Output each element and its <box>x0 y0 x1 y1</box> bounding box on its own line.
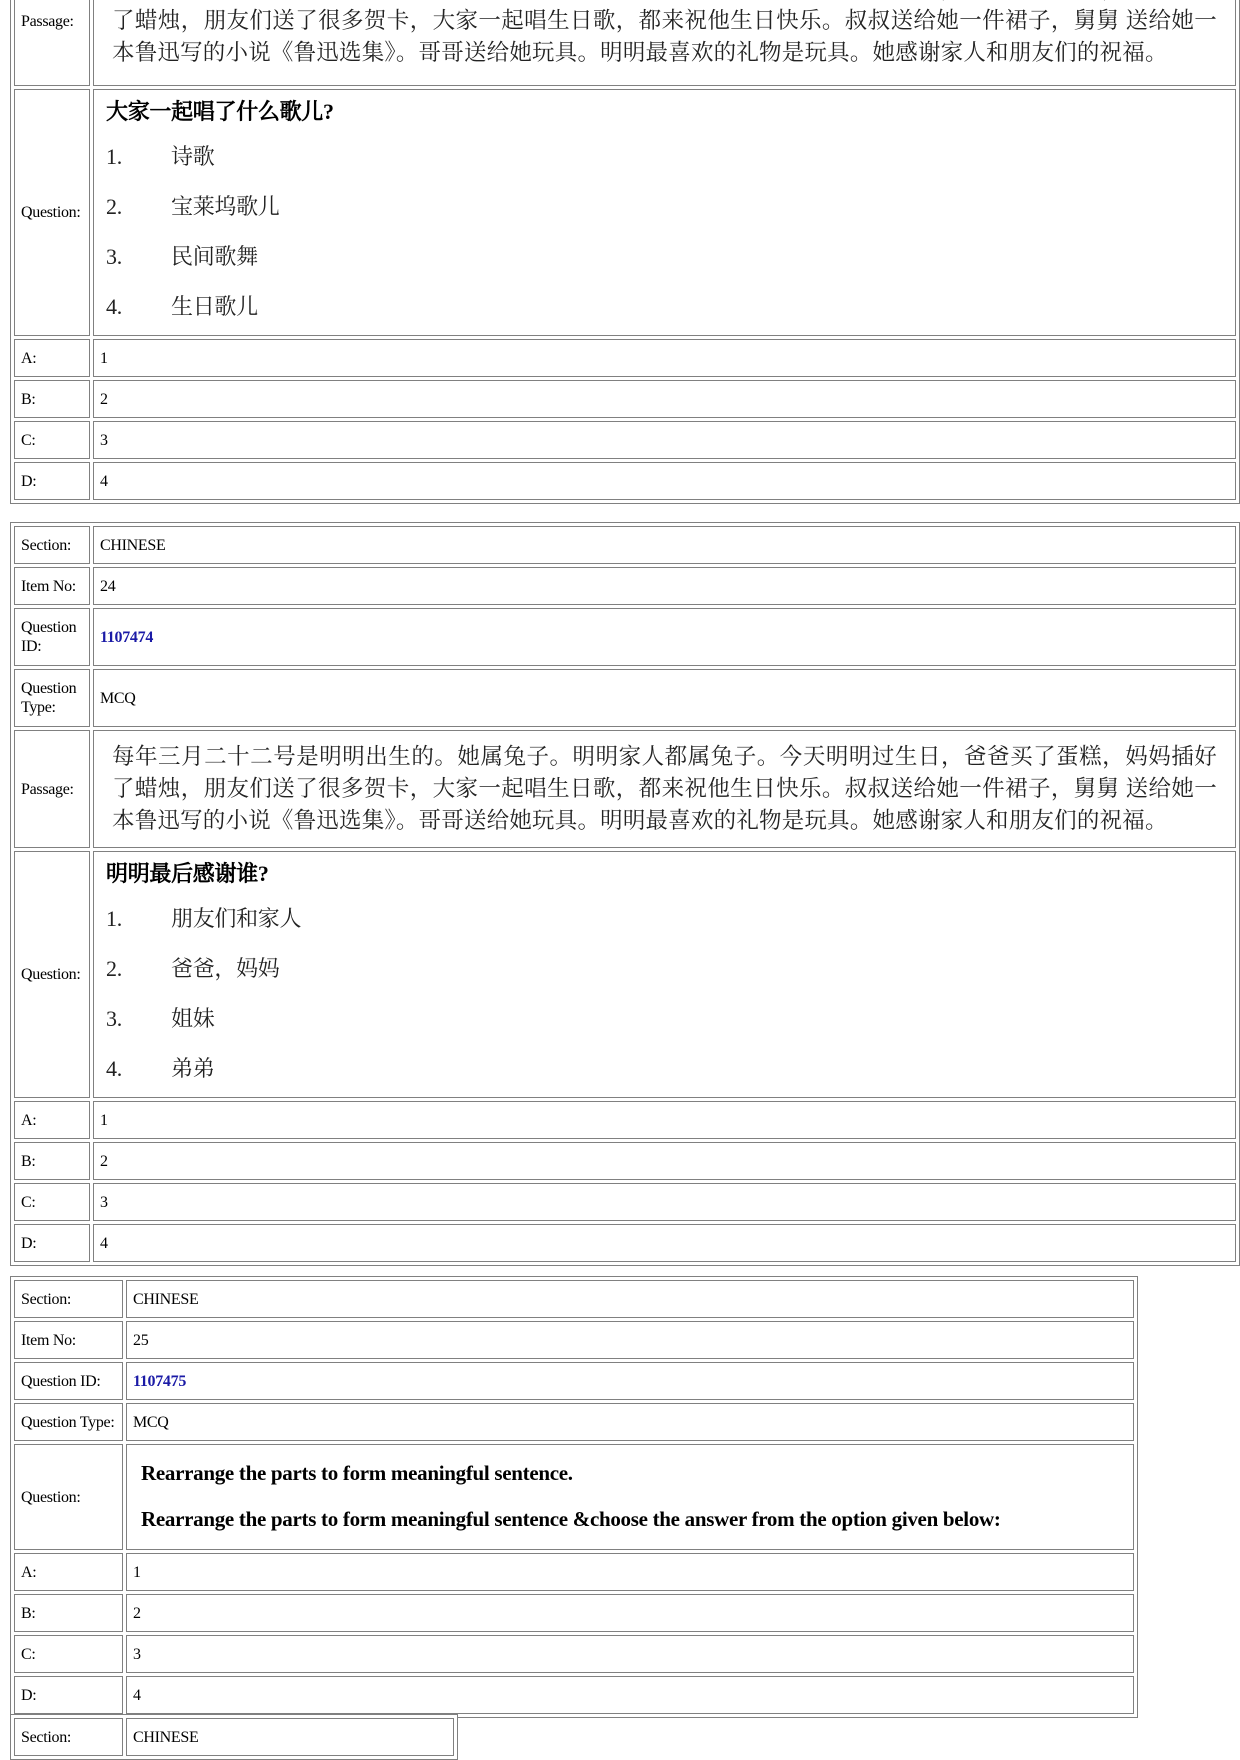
question-type-value: MCQ <box>126 1403 1134 1441</box>
question-label: Question: <box>14 89 90 336</box>
passage-row <box>14 730 1236 848</box>
question-text <box>133 1449 1127 1545</box>
passage-row <box>14 0 1236 86</box>
question-row <box>14 89 1236 336</box>
section-value: CHINESE <box>126 1280 1134 1318</box>
question-label: Question: <box>14 851 90 1098</box>
question-row <box>14 851 1236 1098</box>
option-4 <box>100 1043 1229 1093</box>
option-text: 弟弟 <box>171 1055 215 1081</box>
question-id-label: Question ID: <box>14 1362 123 1400</box>
option-text: 生日歌儿 <box>171 293 258 319</box>
question-block-24 <box>10 522 1240 1266</box>
answer-value-a: 1 <box>93 1101 1236 1139</box>
answer-label-a: A: <box>14 1101 90 1139</box>
passage-text: 了蜡烛，朋友们送了很多贺卡，大家一起唱生日歌，都来祝他生日快乐。叔叔送给她一件裙子，舅舅 送给她一本鲁迅写的小说《鲁迅选集》。哥哥送给她玩具。明明最喜欢的礼物是玩具。她感谢家人和朋友们的祝福。 <box>112 8 1217 65</box>
answer-row-a <box>14 339 1236 377</box>
answer-row-c <box>14 421 1236 459</box>
question-row <box>14 1444 1134 1550</box>
answer-row-d <box>14 1224 1236 1262</box>
option-3 <box>100 231 1229 281</box>
answer-value-d: 4 <box>93 1224 1236 1262</box>
answer-value-c: 3 <box>93 1183 1236 1221</box>
option-number: 4. <box>106 1055 122 1081</box>
section-row <box>14 1280 1134 1318</box>
item-no-label: Item No: <box>14 1321 123 1359</box>
option-number: 1. <box>106 143 122 169</box>
answer-value-c: 3 <box>126 1635 1134 1673</box>
answer-label-a: A: <box>14 1553 123 1591</box>
question-id-value: 1107475 <box>126 1362 1134 1400</box>
answer-row-d <box>14 462 1236 500</box>
option-text: 民间歌舞 <box>171 243 258 269</box>
section-row <box>14 1718 454 1756</box>
option-2 <box>100 943 1229 993</box>
section-row <box>14 526 1236 564</box>
question-id-row <box>14 1362 1134 1400</box>
question-block-26 <box>10 1714 458 1760</box>
answer-row-a <box>14 1101 1236 1139</box>
question-block-23 <box>10 0 1240 504</box>
answer-label-d: D: <box>14 1224 90 1262</box>
item-no-label: Item No: <box>14 567 90 605</box>
answer-value-d: 4 <box>126 1676 1134 1714</box>
answer-label-b: B: <box>14 1594 123 1632</box>
answer-value-c: 3 <box>93 421 1236 459</box>
question-stem: 明明最后感谢谁? <box>106 861 269 886</box>
section-label: Section: <box>14 1280 123 1318</box>
answer-value-d: 4 <box>93 462 1236 500</box>
question-cell <box>126 1444 1134 1550</box>
answer-value-b: 2 <box>93 380 1236 418</box>
question-cell <box>93 89 1236 336</box>
option-number: 1. <box>106 905 122 931</box>
answer-label-d: D: <box>14 462 90 500</box>
answer-label-a: A: <box>14 339 90 377</box>
answer-row-b <box>14 1142 1236 1180</box>
question-type-row <box>14 1403 1134 1441</box>
answer-row-a <box>14 1553 1134 1591</box>
section-label: Section: <box>14 1718 123 1756</box>
answer-value-b: 2 <box>126 1594 1134 1632</box>
question-stem: 大家一起唱了什么歌儿? <box>106 99 334 124</box>
answer-row-c <box>14 1635 1134 1673</box>
answer-value-b: 2 <box>93 1142 1236 1180</box>
section-label: Section: <box>14 526 90 564</box>
option-1 <box>100 893 1229 943</box>
item-no-value: 25 <box>126 1321 1134 1359</box>
answer-row-b <box>14 1594 1134 1632</box>
question-cell <box>93 851 1236 1098</box>
answer-label-b: B: <box>14 380 90 418</box>
question-id-row <box>14 608 1236 666</box>
item-no-row <box>14 1321 1134 1359</box>
question-type-row <box>14 669 1236 727</box>
item-no-value: 24 <box>93 567 1236 605</box>
option-text: 姐妹 <box>171 1005 215 1031</box>
question-id-label: Question ID: <box>14 608 90 666</box>
passage-cell <box>93 730 1236 848</box>
option-text: 爸爸，妈妈 <box>171 955 280 981</box>
answer-label-c: C: <box>14 421 90 459</box>
question-block-25 <box>10 1276 1138 1718</box>
section-value: CHINESE <box>93 526 1236 564</box>
question-label: Question: <box>14 1444 123 1550</box>
answer-label-c: C: <box>14 1635 123 1673</box>
option-number: 2. <box>106 955 122 981</box>
question-id-value: 1107474 <box>93 608 1236 666</box>
passage-label: Passage: <box>14 0 90 86</box>
option-number: 2. <box>106 193 122 219</box>
question-line-2: Rearrange the parts to form meaningful sentence &choose the answer from the option given below: <box>141 1507 1001 1531</box>
item-no-row <box>14 567 1236 605</box>
question-type-label: Question Type: <box>14 669 90 727</box>
answer-label-d: D: <box>14 1676 123 1714</box>
option-text: 诗歌 <box>171 143 215 169</box>
option-2 <box>100 181 1229 231</box>
passage-cell <box>93 0 1236 86</box>
answer-row-c <box>14 1183 1236 1221</box>
question-type-value: MCQ <box>93 669 1236 727</box>
option-3 <box>100 993 1229 1043</box>
passage-label: Passage: <box>14 730 90 848</box>
answer-row-b <box>14 380 1236 418</box>
answer-row-d <box>14 1676 1134 1714</box>
option-4 <box>100 281 1229 331</box>
option-text: 宝莱坞歌儿 <box>171 193 280 219</box>
answer-label-c: C: <box>14 1183 90 1221</box>
answer-value-a: 1 <box>126 1553 1134 1591</box>
answer-value-a: 1 <box>93 339 1236 377</box>
option-text: 朋友们和家人 <box>171 905 302 931</box>
option-number: 4. <box>106 293 122 319</box>
option-1 <box>100 131 1229 181</box>
option-number: 3. <box>106 1005 122 1031</box>
question-line-1: Rearrange the parts to form meaningful sentence. <box>141 1461 573 1485</box>
passage-text: 每年三月二十二号是明明出生的。她属兔子。明明家人都属兔子。今天明明过生日，爸爸买了蛋糕，妈妈插好了蜡烛，朋友们送了很多贺卡，大家一起唱生日歌，都来祝他生日快乐。叔叔送给她一件裙子，舅舅 送给她一本鲁迅写的小说《鲁迅选集》。哥哥送给她玩具。明明最喜欢的礼物是玩具。她感谢家人和朋友们的祝福。 <box>112 744 1217 833</box>
answer-label-b: B: <box>14 1142 90 1180</box>
option-number: 3. <box>106 243 122 269</box>
section-value: CHINESE <box>126 1718 454 1756</box>
question-type-label: Question Type: <box>14 1403 123 1441</box>
